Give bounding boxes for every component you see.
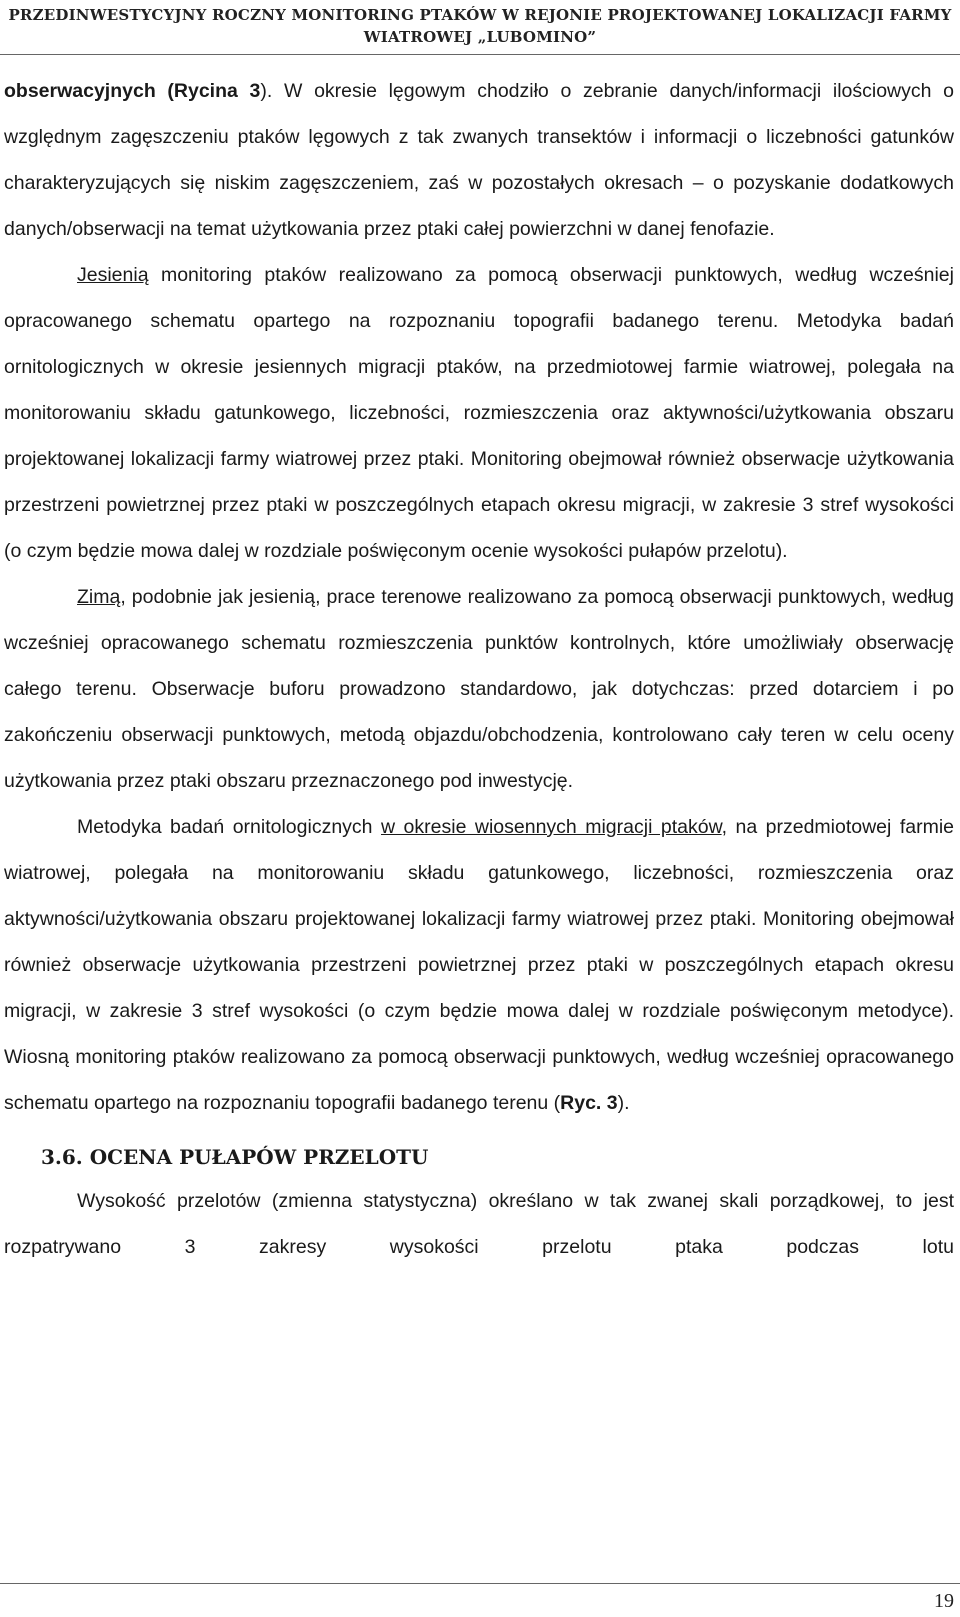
season-label-autumn: Jesienią [77,264,149,286]
paragraph-text: monitoring ptaków realizowano za pomocą obserwacji punktowych, według wcześniej opracowanego schematu opartego na rozpoznaniu topografii badanego terenu. Metodyka badań ornitologicznych w okresie jesiennych migracji ptaków, na przedmiotowej farmie wiatrowej, polegała na monitorowaniu składu gatunkowego, liczebności, rozmieszczenia oraz aktywności/użytkowania obszaru projektowanej lokalizacji farmy wiatrowej przez ptaki. Monitoring obejmował również obserwacje użytkowania przestrzeni powietrznej przez ptaki w poszczególnych etapach okresu migracji, w zakresie 3 stref wysokości (o czym będzie mowa dalej w rozdziale poświęconym ocenie wysokości pułapów przelotu). [4,264,954,562]
paragraph-breeding-season [4,68,954,252]
paragraph-spring [4,804,954,1126]
page-body [4,68,954,1270]
paragraph-text: Wysokość przelotów (zmienna statystyczna) określano w tak zwanej skali porządkowej, to jest rozpatrywano 3 zakresy wysokości przelotu ptaka podczas lotu [4,1190,954,1258]
paragraph-flight-altitude [4,1178,954,1270]
paragraph-text: Metodyka badań ornitologicznych [77,816,381,838]
section-heading: 3.6. OCENA PUŁAPÓW PRZELOTU [41,1145,429,1169]
footer-divider [0,1583,960,1584]
figure-reference-bold: Ryc. 3 [560,1092,618,1114]
paragraph-text: ). W okresie lęgowym chodziło o zebranie danych/informacji ilościowych o względnym zagęszczeniu ptaków lęgowych z tak zwanych transektów i informacji o liczebności gatunków charakteryzujących się niskim zagęszczeniem, zaś w pozostałych okresach – o pozyskanie dodatkowych danych/obserwacji na temat użytkowania przez ptaki całej powierzchni w danej fenofazie. [4,80,955,240]
header-divider [0,54,960,55]
running-header-line-1: PRZEDINWESTYCYJNY ROCZNY MONITORING PTAKÓW W REJONIE PROJEKTOWANEJ LOKALIZACJI FARMY [8,6,952,24]
running-header [0,4,960,48]
figure-reference-bold: obserwacyjnych (Rycina 3 [4,80,261,102]
season-label-spring: w okresie wiosennych migracji ptaków [381,816,722,838]
running-header-line-2: WIATROWEJ „LUBOMINO” [363,28,597,46]
season-label-winter: Zimą [77,586,121,608]
paragraph-text: , na przedmiotowej farmie wiatrowej, polegała na monitorowaniu składu gatunkowego, liczebności, rozmieszczenia oraz aktywności/użytkowania obszaru projektowanej lokalizacji farmy wiatrowej przez ptaki. Monitoring obejmował również obserwacje użytkowania przestrzeni powietrznej przez ptaki w poszczególnych etapach okresu migracji, w zakresie 3 stref wysokości (o czym będzie mowa dalej w rozdziale poświęconym metodyce). Wiosną monitoring ptaków realizowano za pomocą obserwacji punktowych, według wcześniej opracowanego schematu opartego na rozpoznaniu topografii badanego terenu ( [4,816,955,1114]
paragraph-text: , podobnie jak jesienią, prace terenowe realizowano za pomocą obserwacji punktowych, według wcześniej opracowanego schematu rozmieszczenia punktów kontrolnych, które umożliwiały obserwację całego terenu. Obserwacje buforu prowadzono standardowo, jak dotychczas: przed dotarciem i po zakończeniu obserwacji punktowych, metodą objazdu/obchodzenia, kontrolowano cały teren w celu oceny użytkowania przez ptaki obszaru przeznaczonego pod inwestycję. [4,586,954,792]
paragraph-autumn [4,252,954,574]
paragraph-text: ). [617,1092,630,1114]
page-number: 19 [934,1590,954,1612]
paragraph-winter [4,574,954,804]
